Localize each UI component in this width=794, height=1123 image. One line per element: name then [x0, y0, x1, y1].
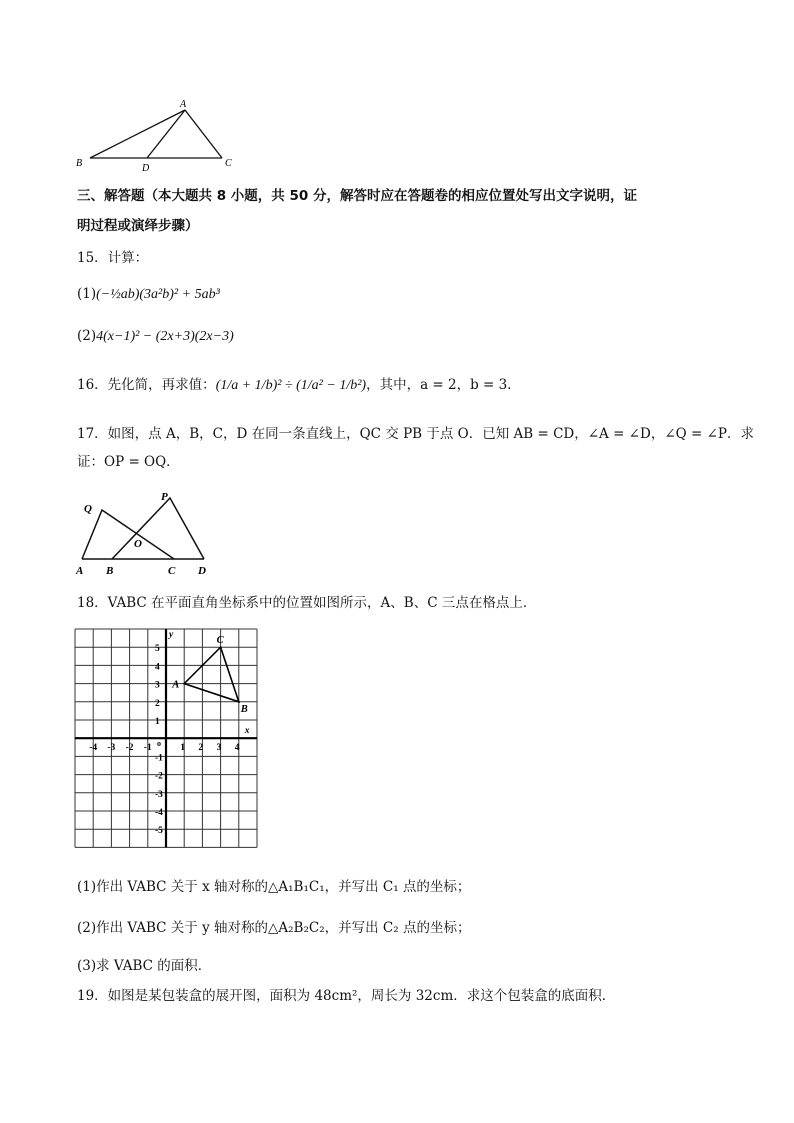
q17-line1: 17．如图，点 A，B，C，D 在同一条直线上，QC 交 PB 于点 O．已知 AB = CD，∠A = ∠D，∠Q = ∠P．求 — [77, 426, 754, 442]
q15-part1 — [77, 284, 220, 305]
triangle-aqc — [82, 510, 174, 559]
label-b: B — [106, 565, 114, 577]
coordinate-grid — [74, 628, 258, 850]
x-tick-label: -3 — [107, 743, 116, 754]
x-tick-label: 4 — [234, 743, 240, 754]
y-tick-label: -5 — [155, 826, 163, 837]
point-label-b: B — [240, 703, 248, 715]
segment-ad — [147, 110, 185, 158]
label-c: C — [168, 565, 176, 577]
q18-sub1: (1)作出 VABC 关于 x 轴对称的△A₁B₁C₁，并写出 C₁ 点的坐标； — [77, 879, 471, 895]
label-q: Q — [84, 503, 92, 515]
q15-part1-expr: (−½ab)(3a²b)² + 5ab³ — [96, 287, 220, 302]
y-tick-label: 3 — [155, 680, 160, 691]
point-label-c: C — [216, 635, 224, 647]
section-heading-line2: 明过程或演绎步骤） — [77, 218, 199, 234]
x-axis-label: x — [244, 726, 250, 737]
origin-label: o — [157, 739, 161, 749]
triangle-abc — [184, 647, 239, 702]
x-tick-label: -4 — [89, 743, 98, 754]
y-tick-label: 4 — [155, 662, 160, 673]
q18-sub2: (2)作出 VABC 关于 y 轴对称的△A₂B₂C₂，并写出 C₂ 点的坐标； — [77, 920, 471, 936]
q16-expr: (1/a + 1/b)² ÷ (1/a² − 1/b²) — [215, 378, 367, 393]
q17-figure — [72, 486, 222, 578]
section-heading-line1: 三、解答题（本大题共 8 小题，共 50 分，解答时应在答题卷的相应位置处写出文字说明，证 — [77, 188, 637, 204]
x-tick-label: 3 — [216, 743, 222, 754]
label-p: P — [161, 491, 168, 503]
y-axis-label: y — [169, 630, 174, 640]
y-tick-label: 5 — [155, 644, 160, 655]
label-a: A — [180, 99, 187, 110]
q18-sub3: (3)求 VABC 的面积． — [77, 958, 212, 974]
y-tick-label: 2 — [155, 698, 160, 709]
q16-label: 16．先化简，再求值： — [77, 377, 216, 393]
segment-ac — [185, 110, 222, 158]
q15-part2-expr: 4(x−1)² − (2x+3)(2x−3) — [96, 329, 234, 344]
y-tick-label: -2 — [155, 771, 163, 782]
q18-line1: 18．VABC 在平面直角坐标系中的位置如图所示，A、B、C 三点在格点上． — [77, 595, 537, 611]
x-tick-label: 2 — [198, 743, 204, 754]
q19-line1: 19．如图是某包装盒的展开图，面积为 48cm²，周长为 32cm．求这个包装盒的底面积． — [77, 988, 616, 1004]
label-b: B — [76, 158, 83, 169]
y-tick-label: -1 — [155, 753, 163, 764]
label-c: C — [225, 158, 232, 169]
label-o: O — [134, 538, 142, 550]
q16 — [77, 375, 521, 396]
point-label-a: A — [172, 679, 180, 691]
q15-part2-prefix: (2) — [77, 328, 97, 344]
q15-part1-prefix: (1) — [77, 286, 97, 302]
y-tick-label: -4 — [155, 808, 163, 818]
x-tick-label: -2 — [125, 743, 134, 754]
label-a: A — [76, 565, 84, 577]
y-tick-label: -3 — [155, 789, 163, 800]
triangle-figure-top — [70, 96, 250, 174]
label-d: D — [142, 163, 150, 174]
q15-label: 15．计算： — [77, 250, 149, 266]
segment-ba — [90, 110, 185, 158]
y-tick-label: 1 — [155, 717, 160, 727]
q15-part2 — [77, 326, 234, 347]
q16-tail: ，其中，a = 2，b = 3． — [366, 377, 521, 393]
x-tick-label: 1 — [180, 743, 185, 754]
x-tick-label: -1 — [143, 743, 152, 754]
label-d: D — [198, 565, 206, 577]
q17-line2: 证：OP = OQ． — [77, 454, 180, 470]
triangle-bpd — [112, 498, 204, 559]
